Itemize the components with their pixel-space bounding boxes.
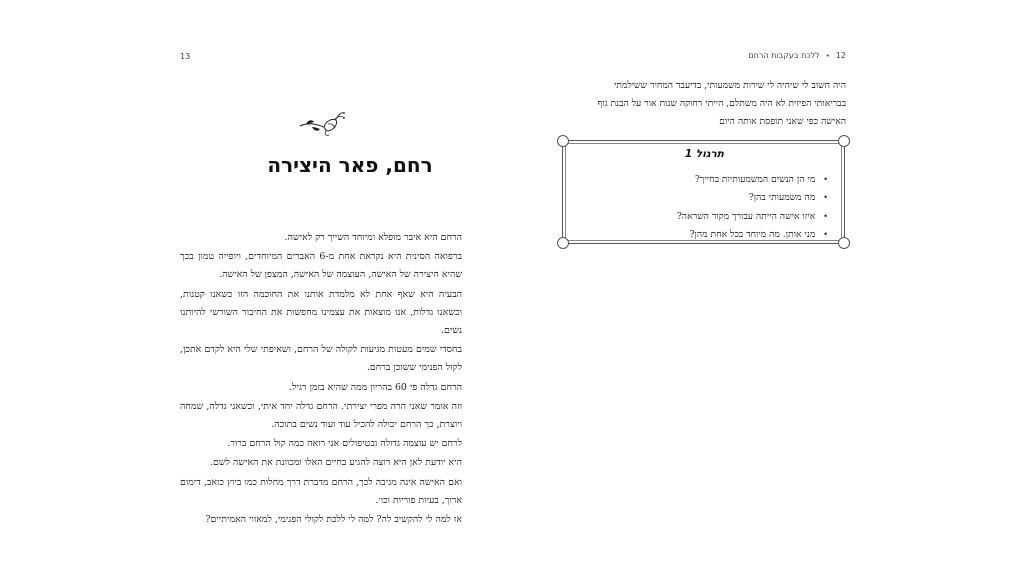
running-header-title: ללכת בעקבות הרחם	[748, 51, 820, 60]
intro-line: היה חשוב לי שיהיה לי שירות משמעותי, בדיעבד המחיר ששילמתי	[613, 80, 846, 91]
list-item	[677, 189, 828, 207]
exercise-question: מי הן הנשים המשמעותיות בחייך?	[694, 174, 816, 185]
body-paragraph: הבעיה היא שאף אחת לא מלמדת אותנו את החוכמה הזו כשאנו קטנות, וכשאנו גדלות, אנו מוצאות את עצמינו מחפשות את החיבור השורשי להיותנו נשים.	[180, 288, 462, 337]
right-page-number: 12	[835, 51, 846, 60]
bullet: •	[823, 211, 828, 221]
exercise-title: תרגול 1	[684, 148, 724, 160]
body-paragraph: ואם האישה אינה מגיבה לכך, הרחם מדברת דרך מחלות כמו ביוץ כואב, דימום ארוך, בעיות פוריות וכו׳.	[180, 476, 462, 506]
exercise-box	[562, 140, 845, 244]
header-separator: •	[825, 51, 830, 60]
flower-ornament-icon	[298, 110, 346, 138]
left-page-number: 13	[180, 52, 191, 61]
list-item	[677, 226, 828, 244]
body-paragraph: הרחם גדלה פי 60 בהריון ממה שהיא בזמן רגיל.	[289, 381, 462, 393]
body-paragraph: לרחם יש עוצמה גדולה ובטיפולים אני רואה כמה קול הרחם ברור.	[227, 438, 462, 450]
frame-corner	[557, 237, 569, 249]
bullet: •	[823, 175, 828, 184]
frame-corner	[838, 135, 850, 147]
body-paragraph: הרחם היא איבר מופלא ומיוחד השייך רק לאישה.	[284, 232, 462, 243]
frame-corner	[838, 237, 850, 249]
exercise-question: מני אותן. מה מיוחד בכל אחת מהן?	[689, 228, 816, 240]
frame-corner	[557, 135, 569, 147]
chapter-title: רחם, פאר היצירה	[267, 153, 433, 177]
body-paragraph: אז למה לי להקשיב לה? למה לי ללכת לקולי הפנימי, למאווי האמיתיים?	[205, 514, 462, 526]
body-paragraph: וזה אומר שאני הרה מפרי יצירתי. הרחם גדלה יחד איתי, וכשאני גדלה, שמחה ויוצרת, כך הרחם יכולה להכיל עוד ועוד נשים בתוכה.	[180, 400, 462, 431]
exercise-list	[677, 171, 828, 244]
intro-line: בבריאותי הפיזית לא היה משתלם, הייתי רחוקה שנות אור על הבנת גוף	[597, 98, 846, 109]
exercise-question: מה משמעותי בהן?	[748, 192, 816, 204]
body-paragraph: היא יודעת לאן היא רוצה להגיע בחיים האלו ומכוונת את האישה לשם.	[210, 457, 462, 469]
chapter-body	[180, 229, 462, 530]
exercise-question: איזו אישה הייתה עבורך מקור השראה?	[676, 210, 816, 222]
bullet: •	[823, 229, 828, 239]
list-item	[677, 171, 828, 189]
list-item	[677, 208, 828, 226]
running-header	[748, 51, 846, 60]
bullet: •	[823, 193, 828, 203]
body-paragraph: בחסדי שמים מעטות מגיעות לקולה של הרחם, ושאיפתי שלי היא לקדם אתכן, לקול הפנימי ששוכן ברחם.	[180, 344, 462, 374]
intro-line: האישה כפי שאני תופסת אותה היום	[719, 116, 846, 127]
body-paragraph: ברפואה הסינית היא נקראת אחת מ-6 האברים המיוחדים, ויופייה טמון בכך שהיא היצירה של האישה, העוצמה של האישה, המצפן של האישה.	[180, 251, 462, 281]
intro-text	[563, 77, 846, 131]
